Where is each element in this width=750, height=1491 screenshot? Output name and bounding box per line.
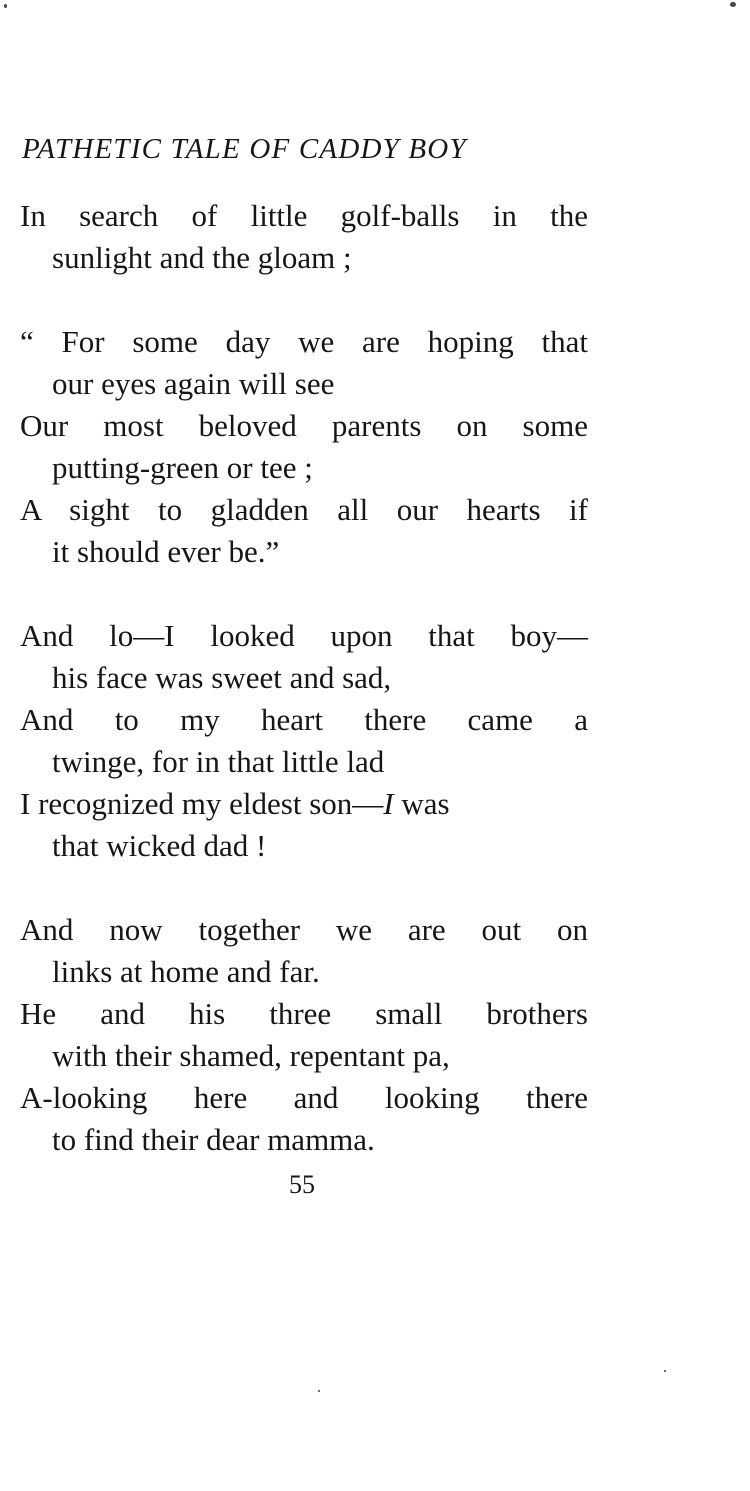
running-head: PATHETIC TALE OF CADDY BOY: [22, 133, 467, 165]
poem-line: that wicked dad !: [52, 828, 267, 863]
page-number: 55: [289, 1170, 315, 1199]
poem-line: his face was sweet and sad,: [52, 660, 392, 695]
poem-line: with their shamed, repentant pa,: [52, 1038, 450, 1073]
stanza-3: [20, 615, 588, 867]
poem-line: twinge, for in that little lad: [52, 744, 385, 779]
poem-line: He and his three small brothers: [20, 996, 588, 1031]
poem-line: And to my heart there came a: [20, 702, 588, 737]
poem-line: [20, 783, 588, 825]
paper-speck: [4, 4, 7, 8]
stanza-2: [20, 321, 588, 573]
poem-line: it should ever be.”: [52, 534, 280, 569]
poem-line: A sight to gladden all our hearts if: [20, 492, 588, 527]
poem-line: links at home and far.: [52, 954, 320, 989]
poem-line: A-looking here and looking there: [20, 1080, 588, 1115]
poem-line: our eyes again will see: [52, 366, 335, 401]
poem-line: “ For some day we are hoping that: [20, 324, 588, 359]
paper-speck: [664, 1370, 666, 1372]
poem-line: putting-green or tee ;: [52, 450, 313, 485]
poem-line: And now together we are out on: [20, 912, 588, 947]
paper-speck: [730, 2, 736, 7]
poem-line-segment: was: [393, 786, 450, 821]
poem: [20, 195, 588, 1161]
poem-line: to find their dear mamma.: [52, 1122, 375, 1157]
poem-line-segment: I recognized my eldest son—: [20, 786, 384, 821]
poem-line: sunlight and the gloam ;: [52, 240, 352, 275]
poem-line: In search of little golf-balls in the: [20, 198, 588, 233]
paper-speck: [318, 1390, 320, 1392]
poem-line: Our most beloved parents on some: [20, 408, 588, 443]
stanza-4: [20, 909, 588, 1161]
stanza-1: [20, 195, 588, 279]
poem-line: And lo—I looked upon that boy—: [20, 618, 588, 653]
emphasized-word: I: [383, 786, 394, 821]
